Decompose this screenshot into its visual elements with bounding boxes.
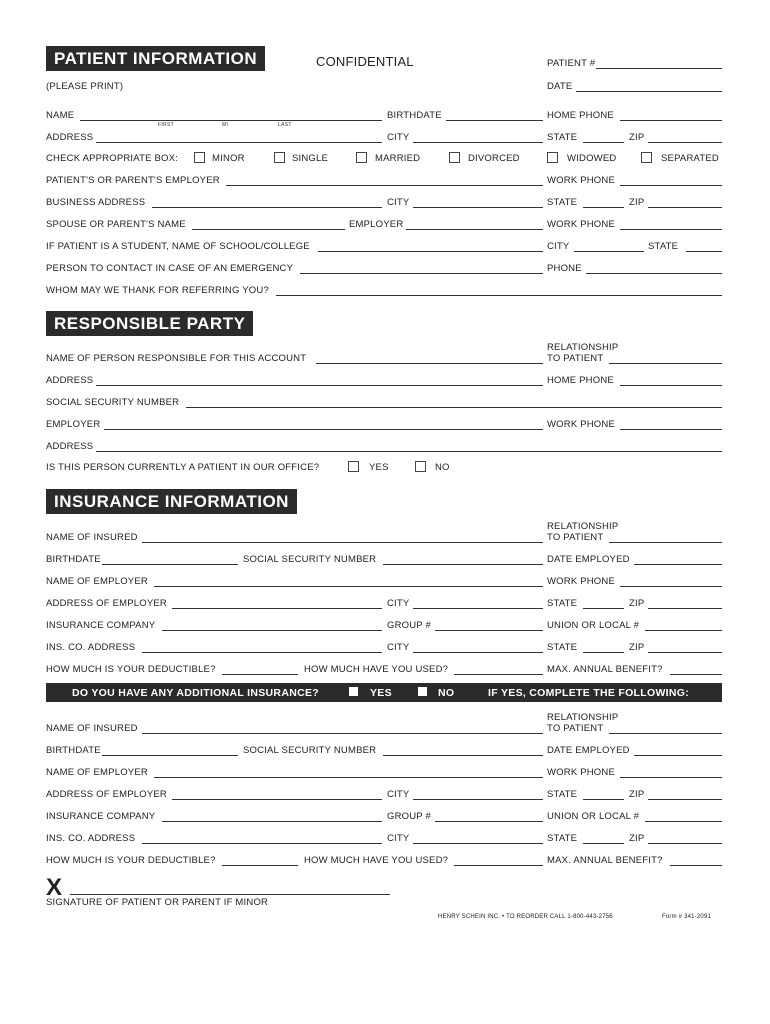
emergency-field[interactable] — [300, 273, 543, 274]
spouse-employer-field[interactable] — [406, 229, 543, 230]
referral-row — [46, 282, 722, 298]
employer-row — [46, 172, 722, 188]
secondary-insured-name-field[interactable] — [142, 733, 543, 734]
insurance-information-heading: INSURANCE INFORMATION — [46, 489, 297, 514]
secondary-company-label: INSURANCE COMPANY — [46, 811, 156, 822]
responsible-employer-label: EMPLOYER — [46, 419, 101, 430]
signature-x-mark: X — [46, 874, 63, 901]
secondary-ins-address-row — [46, 830, 722, 846]
insured-birthdate-row — [46, 551, 722, 567]
name-label: NAME — [46, 110, 75, 121]
secondary-ins-city-field[interactable] — [413, 843, 543, 844]
mi-sublabel: MI — [222, 122, 229, 128]
name-row — [46, 107, 722, 128]
business-address-label: BUSINESS ADDRESS — [46, 197, 146, 208]
business-address-row — [46, 194, 722, 210]
secondary-birthdate-row — [46, 742, 722, 758]
school-state-label: STATE — [648, 241, 679, 252]
secondary-employer-address-field[interactable] — [172, 799, 382, 800]
married-label: MARRIED — [375, 153, 421, 164]
secondary-insured-name-row — [46, 712, 722, 736]
state-field[interactable] — [583, 142, 624, 143]
responsible-ssn-label: SOCIAL SECURITY NUMBER — [46, 397, 180, 408]
secondary-used-label: HOW MUCH HAVE YOU USED? — [304, 855, 449, 866]
secondary-employer-state-label: STATE — [547, 789, 578, 800]
secondary-relationship-field[interactable] — [609, 733, 722, 734]
insured-employer-field[interactable] — [154, 586, 543, 587]
secondary-work-phone-label: WORK PHONE — [547, 767, 615, 778]
responsible-name-row — [46, 342, 722, 366]
insurance-company-field[interactable] — [162, 630, 382, 631]
insured-name-field[interactable] — [142, 542, 543, 543]
widowed-checkbox[interactable] — [547, 152, 558, 163]
ins-co-address-field[interactable] — [142, 652, 382, 653]
form-number: Form # 341-2091 — [662, 914, 712, 920]
secondary-employer-city-label: CITY — [387, 789, 410, 800]
spouse-work-phone-field[interactable] — [620, 229, 722, 230]
divorced-label: DIVORCED — [468, 153, 520, 164]
ins-co-zip-field[interactable] — [648, 652, 722, 653]
date-employed-field[interactable] — [634, 564, 722, 565]
last-sublabel: LAST — [278, 122, 292, 128]
patient-number-field[interactable] — [596, 68, 722, 69]
minor-label: MINOR — [212, 153, 245, 164]
current-patient-no-label: NO — [435, 462, 450, 473]
school-label: IF PATIENT IS A STUDENT, NAME OF SCHOOL/COLLEGE — [46, 241, 310, 252]
additional-insurance-question: DO YOU HAVE ANY ADDITIONAL INSURANCE? — [72, 687, 319, 699]
state-label: STATE — [547, 132, 578, 143]
insured-employer-address-row — [46, 595, 722, 611]
additional-yes-label: YES — [370, 687, 392, 699]
date-row — [46, 78, 722, 94]
spouse-row — [46, 216, 722, 232]
secondary-employer-address-row — [46, 786, 722, 802]
city-label: CITY — [387, 132, 410, 143]
insured-birthdate-label: BIRTHDATE — [46, 554, 101, 565]
used-field[interactable] — [454, 674, 543, 675]
business-address-field[interactable] — [152, 207, 382, 208]
deductible-row — [46, 661, 722, 677]
group-label: GROUP # — [387, 620, 431, 631]
additional-no-checkbox[interactable] — [418, 687, 427, 696]
employer-field[interactable] — [226, 185, 543, 186]
insured-ssn-field[interactable] — [383, 564, 543, 565]
insured-relationship-line2: TO PATIENT — [547, 532, 604, 543]
employer-address-field[interactable] — [172, 608, 382, 609]
publisher-text: HENRY SCHEIN INC. • TO REORDER CALL 1-800-443-2756 — [438, 914, 613, 920]
secondary-date-employed-field[interactable] — [634, 755, 722, 756]
relationship-line2: TO PATIENT — [547, 353, 604, 364]
responsible-employer-field[interactable] — [104, 429, 543, 430]
business-zip-field[interactable] — [648, 207, 722, 208]
secondary-ins-zip-field[interactable] — [648, 843, 722, 844]
divorced-checkbox[interactable] — [449, 152, 460, 163]
secondary-relationship-label — [547, 712, 618, 734]
secondary-employer-row — [46, 764, 722, 780]
address-row — [46, 129, 722, 145]
employer-zip-field[interactable] — [648, 608, 722, 609]
employer-state-label: STATE — [547, 598, 578, 609]
business-zip-label: ZIP — [629, 197, 645, 208]
referral-label: WHOM MAY WE THANK FOR REFERRING YOU? — [46, 285, 269, 296]
max-benefit-label: MAX. ANNUAL BENEFIT? — [547, 664, 663, 675]
school-city-field[interactable] — [574, 251, 644, 252]
secondary-ssn-field[interactable] — [383, 755, 543, 756]
date-label: DATE — [547, 81, 573, 92]
school-row — [46, 238, 722, 254]
union-field[interactable] — [645, 630, 722, 631]
responsible-address2-row — [46, 438, 722, 454]
emergency-label: PERSON TO CONTACT IN CASE OF AN EMERGENCY — [46, 263, 294, 274]
emergency-phone-field[interactable] — [586, 273, 722, 274]
patient-number-row — [46, 55, 722, 71]
minor-checkbox[interactable] — [194, 152, 205, 163]
ins-co-address-label: INS. CO. ADDRESS — [46, 642, 136, 653]
secondary-employer-state-field[interactable] — [583, 799, 624, 800]
business-state-label: STATE — [547, 197, 578, 208]
responsible-party-heading: RESPONSIBLE PARTY — [46, 311, 253, 336]
secondary-group-label: GROUP # — [387, 811, 431, 822]
emergency-row — [46, 260, 722, 276]
secondary-deductible-field[interactable] — [222, 865, 298, 866]
current-patient-row — [46, 459, 722, 475]
address-label: ADDRESS — [46, 132, 94, 143]
married-checkbox[interactable] — [356, 152, 367, 163]
employer-city-label: CITY — [387, 598, 410, 609]
secondary-birthdate-label: BIRTHDATE — [46, 745, 101, 756]
responsible-address-label: ADDRESS — [46, 375, 94, 386]
secondary-ins-address-field[interactable] — [142, 843, 382, 844]
date-employed-label: DATE EMPLOYED — [547, 554, 630, 565]
separated-checkbox[interactable] — [641, 152, 652, 163]
insured-work-phone-field[interactable] — [620, 586, 722, 587]
responsible-ssn-field[interactable] — [186, 407, 722, 408]
responsible-work-phone-label: WORK PHONE — [547, 419, 615, 430]
zip-field[interactable] — [648, 142, 722, 143]
secondary-employer-city-field[interactable] — [413, 799, 543, 800]
current-patient-yes-label: YES — [369, 462, 389, 473]
secondary-employer-address-label: ADDRESS OF EMPLOYER — [46, 789, 167, 800]
birthdate-field[interactable] — [446, 120, 543, 121]
insured-employer-label: NAME OF EMPLOYER — [46, 576, 148, 587]
responsible-address-field[interactable] — [96, 385, 543, 386]
school-state-field[interactable] — [686, 251, 722, 252]
secondary-birthdate-field[interactable] — [102, 755, 238, 756]
responsible-name-field[interactable] — [316, 363, 543, 364]
secondary-max-benefit-label: MAX. ANNUAL BENEFIT? — [547, 855, 663, 866]
secondary-ins-address-label: INS. CO. ADDRESS — [46, 833, 136, 844]
spouse-label: SPOUSE OR PARENT'S NAME — [46, 219, 186, 230]
current-patient-yes-checkbox[interactable] — [348, 461, 359, 472]
secondary-insured-name-label: NAME OF INSURED — [46, 723, 138, 734]
used-label: HOW MUCH HAVE YOU USED? — [304, 664, 449, 675]
secondary-ins-city-label: CITY — [387, 833, 410, 844]
spouse-employer-label: EMPLOYER — [349, 219, 404, 230]
name-field[interactable] — [80, 120, 382, 121]
please-print-label: (PLEASE PRINT) — [46, 81, 124, 92]
responsible-ssn-row — [46, 394, 722, 410]
ins-co-zip-label: ZIP — [629, 642, 645, 653]
if-yes-label: IF YES, COMPLETE THE FOLLOWING: — [488, 687, 690, 699]
confidential-label: CONFIDENTIAL — [316, 54, 414, 69]
referral-field[interactable] — [276, 295, 722, 296]
address-field[interactable] — [96, 142, 382, 143]
secondary-group-field[interactable] — [435, 821, 543, 822]
secondary-relationship-line1: RELATIONSHIP — [547, 712, 619, 723]
secondary-work-phone-field[interactable] — [620, 777, 722, 778]
check-box-label: CHECK APPROPRIATE BOX: — [46, 153, 178, 164]
relationship-line1: RELATIONSHIP — [547, 342, 619, 353]
secondary-deductible-label: HOW MUCH IS YOUR DEDUCTIBLE? — [46, 855, 216, 866]
responsible-address2-field[interactable] — [96, 451, 722, 452]
single-checkbox[interactable] — [274, 152, 285, 163]
employer-label: PATIENT'S OR PARENT'S EMPLOYER — [46, 175, 220, 186]
business-city-label: CITY — [387, 197, 410, 208]
spouse-field[interactable] — [192, 229, 345, 230]
relationship-field[interactable] — [609, 363, 722, 364]
insurance-company-row — [46, 617, 722, 633]
additional-insurance-bar — [46, 683, 722, 702]
secondary-union-label: UNION OR LOCAL # — [547, 811, 640, 822]
insured-work-phone-label: WORK PHONE — [547, 576, 615, 587]
additional-yes-checkbox[interactable] — [349, 687, 358, 696]
insured-relationship-line1: RELATIONSHIP — [547, 521, 619, 532]
marital-status-row — [46, 150, 722, 166]
ins-co-city-label: CITY — [387, 642, 410, 653]
responsible-employer-row — [46, 416, 722, 432]
secondary-company-row — [46, 808, 722, 824]
secondary-employer-field[interactable] — [154, 777, 543, 778]
school-city-label: CITY — [547, 241, 570, 252]
home-phone-label: HOME PHONE — [547, 110, 614, 121]
insured-name-row — [46, 521, 722, 545]
responsible-address2-label: ADDRESS — [46, 441, 94, 452]
emergency-phone-label: PHONE — [547, 263, 582, 274]
patient-number-label: PATIENT # — [547, 58, 596, 69]
insured-ssn-label: SOCIAL SECURITY NUMBER — [243, 554, 377, 565]
responsible-name-label: NAME OF PERSON RESPONSIBLE FOR THIS ACCOUNT — [46, 353, 307, 364]
secondary-deductible-row — [46, 852, 722, 868]
union-label: UNION OR LOCAL # — [547, 620, 640, 631]
responsible-address-row — [46, 372, 722, 388]
secondary-employer-label: NAME OF EMPLOYER — [46, 767, 148, 778]
current-patient-label: IS THIS PERSON CURRENTLY A PATIENT IN OUR OFFICE? — [46, 462, 320, 473]
secondary-max-benefit-field[interactable] — [670, 865, 722, 866]
signature-label: SIGNATURE OF PATIENT OR PARENT IF MINOR — [46, 897, 269, 908]
secondary-ins-state-field[interactable] — [583, 843, 624, 844]
insured-relationship-field[interactable] — [609, 542, 722, 543]
responsible-work-phone-field[interactable] — [620, 429, 722, 430]
birthdate-label: BIRTHDATE — [387, 110, 442, 121]
secondary-employer-zip-label: ZIP — [629, 789, 645, 800]
ins-co-state-field[interactable] — [583, 652, 624, 653]
ins-co-city-field[interactable] — [413, 652, 543, 653]
responsible-home-phone-field[interactable] — [620, 385, 722, 386]
max-benefit-field[interactable] — [670, 674, 722, 675]
employer-address-label: ADDRESS OF EMPLOYER — [46, 598, 167, 609]
employer-zip-label: ZIP — [629, 598, 645, 609]
business-city-field[interactable] — [413, 207, 543, 208]
school-field[interactable] — [318, 251, 543, 252]
date-field[interactable] — [576, 91, 722, 92]
secondary-date-employed-label: DATE EMPLOYED — [547, 745, 630, 756]
work-phone-field[interactable] — [620, 185, 722, 186]
group-field[interactable] — [435, 630, 543, 631]
ins-co-address-row — [46, 639, 722, 655]
deductible-field[interactable] — [222, 674, 298, 675]
secondary-company-field[interactable] — [162, 821, 382, 822]
insured-relationship-label — [547, 521, 618, 543]
secondary-relationship-line2: TO PATIENT — [547, 723, 604, 734]
secondary-employer-zip-field[interactable] — [648, 799, 722, 800]
spouse-work-phone-label: WORK PHONE — [547, 219, 615, 230]
secondary-ins-state-label: STATE — [547, 833, 578, 844]
signature-field[interactable] — [70, 894, 390, 895]
insurance-company-label: INSURANCE COMPANY — [46, 620, 156, 631]
single-label: SINGLE — [292, 153, 329, 164]
employer-city-field[interactable] — [413, 608, 543, 609]
home-phone-field[interactable] — [620, 120, 722, 121]
patient-information-heading: PATIENT INFORMATION — [46, 46, 265, 71]
insured-name-label: NAME OF INSURED — [46, 532, 138, 543]
additional-no-label: NO — [438, 687, 455, 699]
secondary-ins-zip-label: ZIP — [629, 833, 645, 844]
insured-employer-row — [46, 573, 722, 589]
secondary-used-field[interactable] — [454, 865, 543, 866]
business-state-field[interactable] — [583, 207, 624, 208]
zip-label: ZIP — [629, 132, 645, 143]
insured-birthdate-field[interactable] — [102, 564, 238, 565]
deductible-label: HOW MUCH IS YOUR DEDUCTIBLE? — [46, 664, 216, 675]
secondary-ssn-label: SOCIAL SECURITY NUMBER — [243, 745, 377, 756]
current-patient-no-checkbox[interactable] — [415, 461, 426, 472]
ins-co-state-label: STATE — [547, 642, 578, 653]
widowed-label: WIDOWED — [567, 153, 617, 164]
employer-state-field[interactable] — [583, 608, 624, 609]
city-field[interactable] — [413, 142, 543, 143]
responsible-home-phone-label: HOME PHONE — [547, 375, 614, 386]
separated-label: SEPARATED — [661, 153, 719, 164]
work-phone-label: WORK PHONE — [547, 175, 615, 186]
secondary-union-field[interactable] — [645, 821, 722, 822]
first-sublabel: FIRST — [158, 122, 174, 128]
relationship-label — [547, 342, 618, 364]
